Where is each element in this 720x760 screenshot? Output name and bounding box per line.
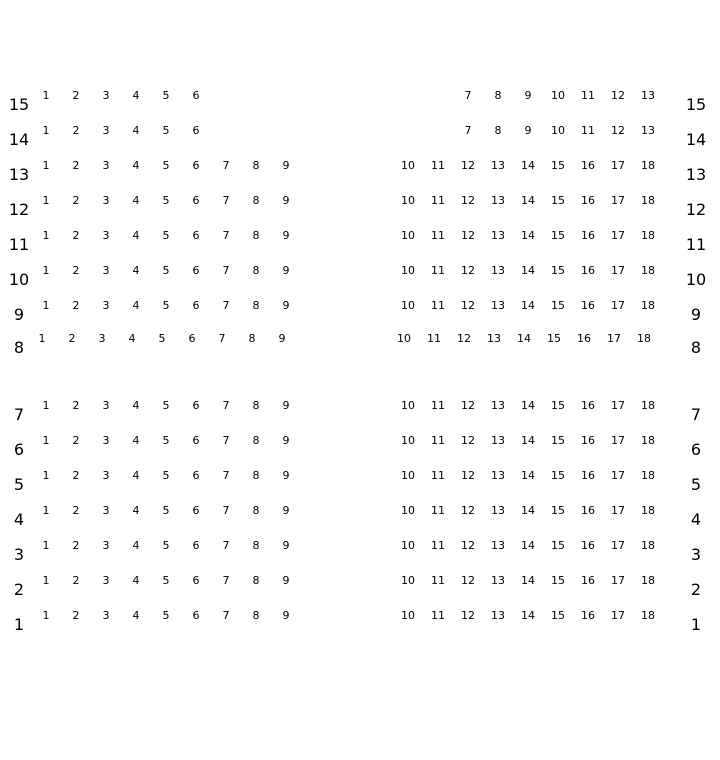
seat[interactable]: 15: [551, 194, 565, 207]
seat[interactable]: 13: [491, 609, 505, 622]
seat[interactable]: 3: [102, 299, 110, 312]
seat[interactable]: 14: [521, 194, 535, 207]
seat[interactable]: 15: [551, 264, 565, 277]
seat[interactable]: 7: [222, 539, 230, 552]
seat[interactable]: 18: [641, 229, 655, 242]
seat[interactable]: 8: [248, 332, 256, 345]
seat[interactable]: 16: [581, 434, 595, 447]
seat[interactable]: 10: [401, 574, 415, 587]
seat[interactable]: 17: [611, 469, 625, 482]
seat[interactable]: 1: [42, 399, 50, 412]
seat[interactable]: 11: [581, 124, 595, 137]
seat[interactable]: 7: [222, 194, 230, 207]
seat[interactable]: 6: [192, 504, 200, 517]
seat[interactable]: 8: [252, 264, 260, 277]
seat[interactable]: 4: [132, 299, 140, 312]
seat[interactable]: 17: [611, 434, 625, 447]
seat[interactable]: 18: [641, 159, 655, 172]
seat[interactable]: 4: [132, 159, 140, 172]
seat[interactable]: 12: [611, 124, 625, 137]
seat[interactable]: 5: [158, 332, 166, 345]
seat[interactable]: 11: [427, 332, 441, 345]
seat[interactable]: 2: [72, 399, 80, 412]
row-label-left: 1: [13, 615, 25, 634]
seat[interactable]: 2: [72, 299, 80, 312]
seat[interactable]: 3: [102, 159, 110, 172]
seat[interactable]: 15: [551, 159, 565, 172]
row-label-left: 12: [8, 200, 30, 219]
seat[interactable]: 1: [42, 194, 50, 207]
seat[interactable]: 2: [72, 434, 80, 447]
seat[interactable]: 12: [461, 299, 475, 312]
seat[interactable]: 5: [162, 574, 170, 587]
seat[interactable]: 10: [551, 124, 565, 137]
seat[interactable]: 17: [611, 194, 625, 207]
row-label-right: 8: [690, 338, 702, 357]
seat[interactable]: 10: [401, 504, 415, 517]
seat[interactable]: 7: [464, 89, 472, 102]
seat[interactable]: 16: [581, 574, 595, 587]
seat[interactable]: 11: [431, 194, 445, 207]
seat[interactable]: 13: [491, 399, 505, 412]
seat[interactable]: 4: [132, 504, 140, 517]
row-label-right: 9: [690, 305, 702, 324]
seat[interactable]: 6: [192, 264, 200, 277]
row-label-right: 7: [690, 405, 702, 424]
seat[interactable]: 4: [132, 264, 140, 277]
seat[interactable]: 11: [431, 504, 445, 517]
seat[interactable]: 12: [461, 469, 475, 482]
seat[interactable]: 18: [641, 469, 655, 482]
seat[interactable]: 8: [494, 124, 502, 137]
seat[interactable]: 5: [162, 299, 170, 312]
seat[interactable]: 17: [611, 504, 625, 517]
seat[interactable]: 10: [397, 332, 411, 345]
seat[interactable]: 12: [461, 264, 475, 277]
row-label-left: 4: [13, 510, 25, 529]
seat[interactable]: 8: [252, 194, 260, 207]
seat[interactable]: 9: [282, 264, 290, 277]
seat[interactable]: 9: [524, 124, 532, 137]
seat[interactable]: 6: [192, 469, 200, 482]
seat[interactable]: 6: [192, 124, 200, 137]
seat[interactable]: 10: [401, 539, 415, 552]
row-label-right: 10: [685, 270, 707, 289]
seat[interactable]: 2: [72, 124, 80, 137]
seat[interactable]: 4: [132, 574, 140, 587]
seat[interactable]: 15: [551, 399, 565, 412]
seat[interactable]: 16: [581, 194, 595, 207]
seat[interactable]: 9: [282, 159, 290, 172]
seat[interactable]: 17: [611, 574, 625, 587]
seat[interactable]: 4: [132, 539, 140, 552]
seat[interactable]: 1: [42, 299, 50, 312]
seat[interactable]: 6: [188, 332, 196, 345]
row-label-left: 11: [8, 235, 30, 254]
seat[interactable]: 5: [162, 89, 170, 102]
row-label-left: 13: [8, 165, 30, 184]
seat[interactable]: 5: [162, 504, 170, 517]
seat[interactable]: 5: [162, 434, 170, 447]
row-label-right: 12: [685, 200, 707, 219]
seat[interactable]: 4: [128, 332, 136, 345]
seat[interactable]: 16: [581, 159, 595, 172]
seat[interactable]: 6: [192, 609, 200, 622]
seat[interactable]: 3: [102, 229, 110, 242]
seat[interactable]: 13: [641, 89, 655, 102]
seat[interactable]: 14: [521, 264, 535, 277]
seat[interactable]: 3: [102, 609, 110, 622]
seat[interactable]: 9: [282, 299, 290, 312]
seat[interactable]: 7: [222, 399, 230, 412]
seat[interactable]: 12: [461, 574, 475, 587]
seat[interactable]: 15: [547, 332, 561, 345]
seat[interactable]: 18: [637, 332, 651, 345]
row-label-right: 6: [690, 440, 702, 459]
seat[interactable]: 2: [68, 332, 76, 345]
seat[interactable]: 7: [222, 609, 230, 622]
seat[interactable]: 2: [72, 159, 80, 172]
seat[interactable]: 1: [42, 539, 50, 552]
seat[interactable]: 6: [192, 299, 200, 312]
seat[interactable]: 2: [72, 574, 80, 587]
seat[interactable]: 8: [494, 89, 502, 102]
seat[interactable]: 1: [42, 159, 50, 172]
seat[interactable]: 4: [132, 399, 140, 412]
seat[interactable]: 9: [282, 504, 290, 517]
seat[interactable]: 16: [581, 539, 595, 552]
seat[interactable]: 1: [38, 332, 46, 345]
row-label-right: 13: [685, 165, 707, 184]
seat[interactable]: 8: [252, 229, 260, 242]
seat[interactable]: 3: [102, 124, 110, 137]
seat[interactable]: 13: [491, 264, 505, 277]
seat[interactable]: 11: [431, 609, 445, 622]
seat[interactable]: 13: [491, 574, 505, 587]
seat[interactable]: 16: [577, 332, 591, 345]
seat[interactable]: 8: [252, 469, 260, 482]
seat[interactable]: 14: [521, 469, 535, 482]
seat[interactable]: 2: [72, 194, 80, 207]
seat[interactable]: 10: [401, 399, 415, 412]
seat[interactable]: 7: [222, 574, 230, 587]
seat[interactable]: 7: [222, 159, 230, 172]
seat[interactable]: 3: [98, 332, 106, 345]
seat[interactable]: 9: [282, 574, 290, 587]
row-label-left: 5: [13, 475, 25, 494]
seat[interactable]: 18: [641, 539, 655, 552]
seat[interactable]: 6: [192, 434, 200, 447]
seat[interactable]: 12: [461, 434, 475, 447]
seat[interactable]: 11: [431, 299, 445, 312]
seat[interactable]: 18: [641, 399, 655, 412]
seat[interactable]: 7: [464, 124, 472, 137]
seat[interactable]: 7: [222, 434, 230, 447]
seat[interactable]: 2: [72, 539, 80, 552]
seat[interactable]: 9: [282, 434, 290, 447]
seat[interactable]: 14: [521, 504, 535, 517]
seat[interactable]: 18: [641, 609, 655, 622]
seat[interactable]: 2: [72, 504, 80, 517]
seat[interactable]: 8: [252, 539, 260, 552]
seat[interactable]: 15: [551, 574, 565, 587]
seat[interactable]: 12: [461, 504, 475, 517]
seat[interactable]: 9: [282, 609, 290, 622]
seat[interactable]: 7: [222, 264, 230, 277]
seat[interactable]: 17: [611, 299, 625, 312]
seat[interactable]: 15: [551, 299, 565, 312]
seat[interactable]: 9: [282, 229, 290, 242]
seat[interactable]: 5: [162, 159, 170, 172]
seat[interactable]: 16: [581, 399, 595, 412]
seat[interactable]: 17: [611, 609, 625, 622]
seat[interactable]: 6: [192, 194, 200, 207]
seat[interactable]: 5: [162, 194, 170, 207]
seat[interactable]: 5: [162, 399, 170, 412]
seat[interactable]: 5: [162, 124, 170, 137]
seat[interactable]: 15: [551, 504, 565, 517]
seat[interactable]: 11: [431, 539, 445, 552]
seat[interactable]: 9: [282, 539, 290, 552]
seat[interactable]: 10: [551, 89, 565, 102]
seat[interactable]: 16: [581, 299, 595, 312]
row-label-left: 8: [13, 338, 25, 357]
seat[interactable]: 3: [102, 539, 110, 552]
seat[interactable]: 2: [72, 609, 80, 622]
seat[interactable]: 5: [162, 264, 170, 277]
row-label-right: 14: [685, 130, 707, 149]
seat[interactable]: 16: [581, 504, 595, 517]
seat[interactable]: 9: [282, 469, 290, 482]
seat[interactable]: 12: [461, 539, 475, 552]
seat[interactable]: 9: [282, 399, 290, 412]
seat[interactable]: 6: [192, 159, 200, 172]
seat[interactable]: 3: [102, 469, 110, 482]
seat[interactable]: 4: [132, 89, 140, 102]
seat[interactable]: 13: [491, 434, 505, 447]
seat[interactable]: 7: [222, 229, 230, 242]
seat[interactable]: 11: [431, 399, 445, 412]
seat[interactable]: 12: [461, 159, 475, 172]
seat[interactable]: 10: [401, 159, 415, 172]
seat[interactable]: 13: [487, 332, 501, 345]
seat[interactable]: 1: [42, 469, 50, 482]
seat[interactable]: 2: [72, 229, 80, 242]
seat[interactable]: 10: [401, 434, 415, 447]
seat[interactable]: 3: [102, 89, 110, 102]
seat[interactable]: 12: [461, 194, 475, 207]
seat[interactable]: 15: [551, 539, 565, 552]
seat[interactable]: 5: [162, 539, 170, 552]
seat[interactable]: 16: [581, 229, 595, 242]
seat[interactable]: 17: [611, 159, 625, 172]
row-label-right: 1: [690, 615, 702, 634]
seat[interactable]: 14: [521, 299, 535, 312]
seat[interactable]: 14: [521, 434, 535, 447]
seat[interactable]: 11: [431, 434, 445, 447]
seat[interactable]: 14: [521, 229, 535, 242]
seat[interactable]: 15: [551, 229, 565, 242]
seat[interactable]: 6: [192, 574, 200, 587]
seat[interactable]: 7: [222, 469, 230, 482]
seat[interactable]: 3: [102, 434, 110, 447]
seat[interactable]: 2: [72, 264, 80, 277]
seat[interactable]: 11: [431, 159, 445, 172]
seat[interactable]: 18: [641, 574, 655, 587]
row-label-left: 14: [8, 130, 30, 149]
seat[interactable]: 13: [491, 194, 505, 207]
seat[interactable]: 16: [581, 264, 595, 277]
row-label-left: 10: [8, 270, 30, 289]
row-label-right: 2: [690, 580, 702, 599]
row-label-left: 3: [13, 545, 25, 564]
row-label-left: 6: [13, 440, 25, 459]
seat[interactable]: 13: [491, 504, 505, 517]
seat[interactable]: 14: [521, 609, 535, 622]
seat[interactable]: 7: [222, 504, 230, 517]
seat[interactable]: 6: [192, 89, 200, 102]
seat[interactable]: 1: [42, 504, 50, 517]
seat[interactable]: 10: [401, 229, 415, 242]
seat[interactable]: 13: [491, 299, 505, 312]
seat[interactable]: 14: [521, 574, 535, 587]
seat[interactable]: 12: [611, 89, 625, 102]
seat[interactable]: 18: [641, 504, 655, 517]
seat[interactable]: 1: [42, 229, 50, 242]
seat[interactable]: 12: [461, 609, 475, 622]
row-label-right: 15: [685, 95, 707, 114]
seat[interactable]: 10: [401, 264, 415, 277]
seat[interactable]: 17: [611, 264, 625, 277]
seat[interactable]: 18: [641, 194, 655, 207]
seat[interactable]: 13: [491, 159, 505, 172]
seat[interactable]: 5: [162, 609, 170, 622]
seat[interactable]: 14: [521, 539, 535, 552]
seat[interactable]: 10: [401, 469, 415, 482]
seat[interactable]: 13: [491, 229, 505, 242]
seat[interactable]: 15: [551, 434, 565, 447]
seat[interactable]: 11: [431, 229, 445, 242]
seat[interactable]: 18: [641, 299, 655, 312]
seat[interactable]: 10: [401, 609, 415, 622]
seat[interactable]: 11: [581, 89, 595, 102]
seat[interactable]: 1: [42, 609, 50, 622]
row-label-right: 3: [690, 545, 702, 564]
seat[interactable]: 13: [491, 469, 505, 482]
seat[interactable]: 12: [457, 332, 471, 345]
seat[interactable]: 15: [551, 609, 565, 622]
seat[interactable]: 5: [162, 229, 170, 242]
seat[interactable]: 3: [102, 194, 110, 207]
seat[interactable]: 14: [517, 332, 531, 345]
seat[interactable]: 6: [192, 229, 200, 242]
seat[interactable]: 4: [132, 194, 140, 207]
seat[interactable]: 13: [491, 539, 505, 552]
seat[interactable]: 9: [282, 194, 290, 207]
row-label-right: 5: [690, 475, 702, 494]
seat[interactable]: 8: [252, 159, 260, 172]
seat[interactable]: 4: [132, 609, 140, 622]
row-label-left: 7: [13, 405, 25, 424]
seat[interactable]: 4: [132, 229, 140, 242]
seat[interactable]: 3: [102, 504, 110, 517]
seat[interactable]: 17: [611, 399, 625, 412]
seat[interactable]: 3: [102, 574, 110, 587]
seat[interactable]: 14: [521, 399, 535, 412]
seat[interactable]: 3: [102, 399, 110, 412]
seat[interactable]: 17: [607, 332, 621, 345]
row-label-left: 9: [13, 305, 25, 324]
seat[interactable]: 4: [132, 124, 140, 137]
row-label-left: 2: [13, 580, 25, 599]
seat[interactable]: 15: [551, 469, 565, 482]
seat[interactable]: 4: [132, 469, 140, 482]
seat[interactable]: 14: [521, 159, 535, 172]
seat[interactable]: 8: [252, 299, 260, 312]
seat[interactable]: 6: [192, 539, 200, 552]
seat[interactable]: 8: [252, 399, 260, 412]
seat[interactable]: 11: [431, 574, 445, 587]
seat[interactable]: 16: [581, 469, 595, 482]
seat[interactable]: 17: [611, 229, 625, 242]
seat[interactable]: 13: [641, 124, 655, 137]
seat[interactable]: 1: [42, 124, 50, 137]
seat[interactable]: 7: [222, 299, 230, 312]
seat[interactable]: 8: [252, 434, 260, 447]
seat[interactable]: 17: [611, 539, 625, 552]
seat[interactable]: 11: [431, 264, 445, 277]
seat[interactable]: 11: [431, 469, 445, 482]
seat[interactable]: 1: [42, 574, 50, 587]
seat[interactable]: 3: [102, 264, 110, 277]
seat[interactable]: 18: [641, 264, 655, 277]
seat[interactable]: 18: [641, 434, 655, 447]
seat[interactable]: 12: [461, 399, 475, 412]
seat[interactable]: 2: [72, 469, 80, 482]
seat[interactable]: 8: [252, 504, 260, 517]
row-label-right: 4: [690, 510, 702, 529]
seat[interactable]: 8: [252, 609, 260, 622]
seat[interactable]: 4: [132, 434, 140, 447]
seat[interactable]: 9: [278, 332, 286, 345]
row-label-right: 11: [685, 235, 707, 254]
seat[interactable]: 1: [42, 434, 50, 447]
seat[interactable]: 1: [42, 89, 50, 102]
seat[interactable]: 9: [524, 89, 532, 102]
seat[interactable]: 10: [401, 299, 415, 312]
seat[interactable]: 16: [581, 609, 595, 622]
seat[interactable]: 12: [461, 229, 475, 242]
seat[interactable]: 7: [218, 332, 226, 345]
seat[interactable]: 8: [252, 574, 260, 587]
seat[interactable]: 6: [192, 399, 200, 412]
seat[interactable]: 1: [42, 264, 50, 277]
seat[interactable]: 2: [72, 89, 80, 102]
seat[interactable]: 10: [401, 194, 415, 207]
seat[interactable]: 5: [162, 469, 170, 482]
row-label-left: 15: [8, 95, 30, 114]
